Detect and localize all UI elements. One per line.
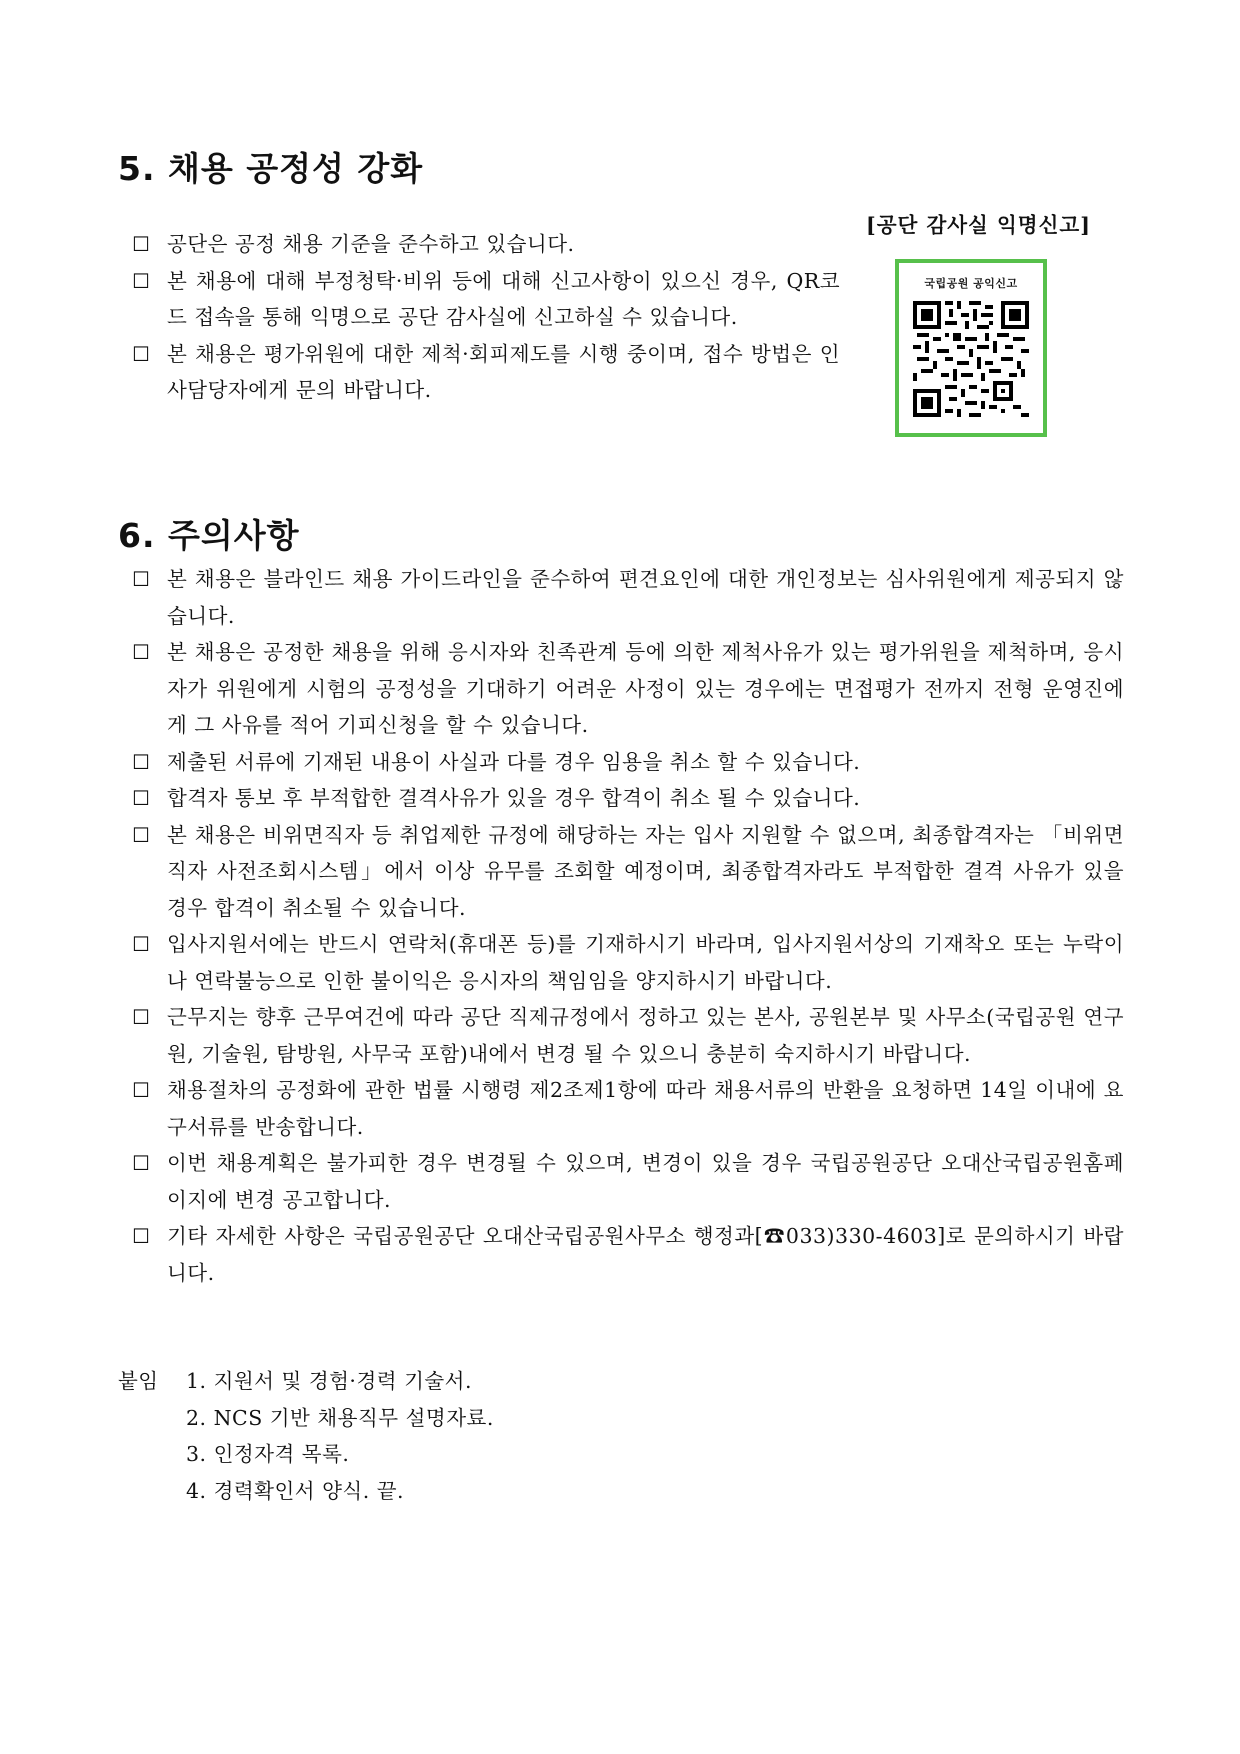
notes-list [132,561,1124,1291]
list-item: ☐ 본 채용은 공정한 채용을 위해 응시자와 친족관계 등에 의한 제척사유가 있는 평가위원을 제척하며, 응시자가 위원에게 시험의 공정성을 기대하기 어려운 사정이 있는 경우에는 면접평가 전까지 전형 운영진에게 그 사유를 적어 기피신청을 할 수 있습니다. [132,634,1124,744]
list-item: ☐ 합격자 통보 후 부적합한 결격사유가 있을 경우 합격이 취소 될 수 있습니다. [132,780,1124,817]
list-item: ☐ 본 채용에 대해 부정청탁·비위 등에 대해 신고사항이 있으신 경우, QR코드 접속을 통해 익명으로 공단 감사실에 신고하실 수 있습니다. [132,263,840,336]
qr-caption: [공단 감사실 익명신고] [866,213,1091,237]
list-item: ☐ 입사지원서에는 반드시 연락처(휴대폰 등)를 기재하시기 바라며, 입사지원서상의 기재착오 또는 누락이나 연락불능으로 인한 불이익은 응시자의 책임임을 양지하시기 바랍니다. [132,926,1124,999]
list-item: ☐ 본 채용은 블라인드 채용 가이드라인을 준수하여 편견요인에 대한 개인정보는 심사위원에게 제공되지 않습니다. [132,561,1124,634]
list-item: ☐ 본 채용은 비위면직자 등 취업제한 규정에 해당하는 자는 입사 지원할 수 없으며, 최종합격자는 「비위면직자 사전조회시스템」에서 이상 유무를 조회할 예정이며, 최종합격자라도 부적합한 결격 사유가 있을 경우 합격이 취소될 수 있습니다. [132,817,1124,927]
attachment-item: 1. 지원서 및 경험·경력 기술서. [186,1369,472,1393]
list-item: ☐ 채용절차의 공정화에 관한 법률 시행령 제2조제1항에 따라 채용서류의 반환을 요청하면 14일 이내에 요구서류를 반송합니다. [132,1072,1124,1145]
attachments-list [186,1363,706,1509]
attachment-item: 2. NCS 기반 채용직무 설명자료. [186,1405,494,1430]
qr-label: 국립공원 공익신고 [924,277,1018,290]
list-item: ☐ 본 채용은 평가위원에 대한 제척·회피제도를 시행 중이며, 접수 방법은 인사담당자에게 문의 바랍니다. [132,336,840,409]
attachment-item: 3. 인정자격 목록. [186,1442,350,1466]
section-title-fairness: 5. 채용 공정성 강화 [118,149,424,188]
list-item: ☐ 기타 자세한 사항은 국립공원공단 오대산국립공원사무소 행정과[☎033)330-4603]로 문의하시기 바랍니다. [132,1218,1124,1291]
attachment-item: 4. 경력확인서 양식. 끝. [186,1478,405,1503]
list-item: ☐ 공단은 공정 채용 기준을 준수하고 있습니다. [132,226,840,263]
list-item: ☐ 제출된 서류에 기재된 내용이 사실과 다를 경우 임용을 취소 할 수 있습니다. [132,744,1124,781]
attachments-label: 붙임 [118,1369,159,1393]
fairness-list [132,226,840,409]
qr-report-card[interactable] [895,259,1047,437]
list-item: ☐ 이번 채용계획은 불가피한 경우 변경될 수 있으며, 변경이 있을 경우 국립공원공단 오대산국립공원홈페이지에 변경 공고합니다. [132,1145,1124,1218]
section-title-notes: 6. 주의사항 [118,516,300,555]
list-item: ☐ 근무지는 향후 근무여건에 따라 공단 직제규정에서 정하고 있는 본사, 공원본부 및 사무소(국립공원 연구원, 기술원, 탐방원, 사무국 포함)내에서 변경 될 수 있으니 충분히 숙지하시기 바랍니다. [132,999,1124,1072]
qr-code-icon[interactable] [913,301,1029,417]
